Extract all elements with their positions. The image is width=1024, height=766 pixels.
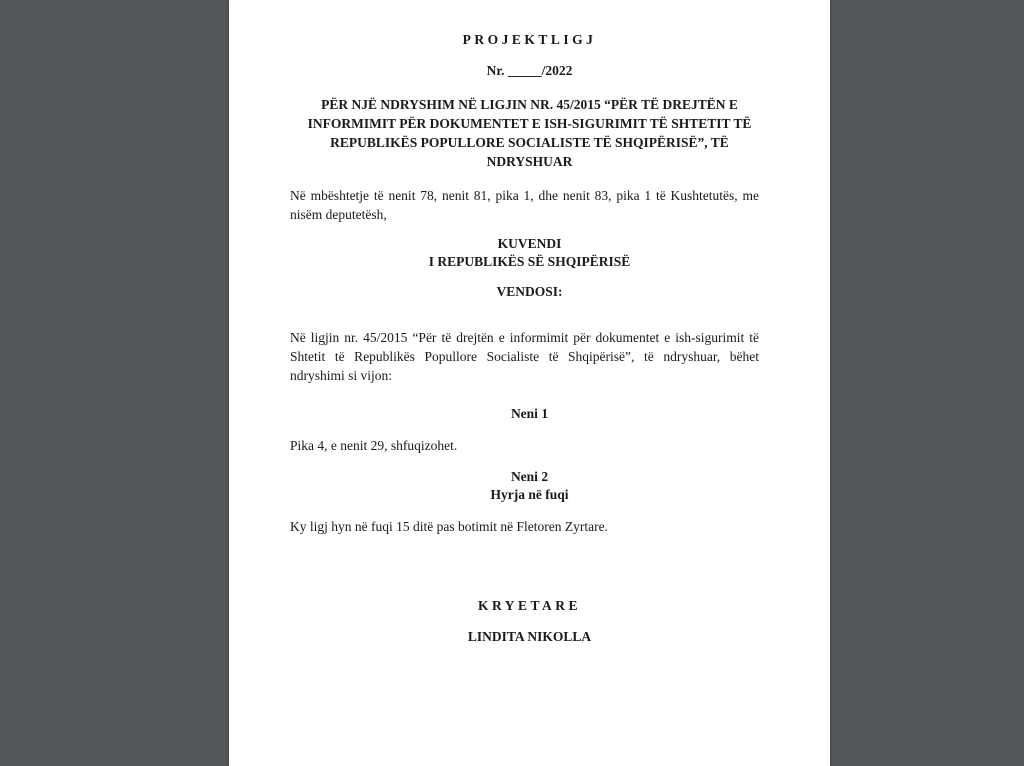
legal-basis-line: nisëm deputetësh, xyxy=(290,207,387,222)
legal-basis-line: Në mbështetje të nenit 78, nenit 81, pika 1, dhe nenit 83, pika 1 të Kushtetutës, me xyxy=(290,188,759,203)
bill-title-line: INFORMIMIT PËR DOKUMENTET E ISH-SIGURIMIT TË SHTETIT TË xyxy=(307,116,752,131)
article-2-subheading: Hyrja në fuqi xyxy=(490,487,569,502)
intro-line: Në ligjin nr. 45/2015 “Për të drejtën e informimit për dokumentet e ish-sigurimit të xyxy=(290,330,759,345)
assembly-block xyxy=(291,235,768,271)
intro-line: Shtetit të Republikës Popullore Socialiste të Shqipërisë”, të ndryshuar, bëhet xyxy=(290,349,759,364)
intro-paragraph xyxy=(290,328,759,385)
assembly-line: KUVENDI xyxy=(497,236,562,251)
bill-number: Nr. _____/2022 xyxy=(486,63,573,78)
decided-heading: VENDOSI: xyxy=(496,284,563,299)
article-1-text: Pika 4, e nenit 29, shfuqizohet. xyxy=(290,438,458,453)
signature-role: KRYETARE xyxy=(477,598,582,613)
assembly-line: I REPUBLIKËS SË SHQIPËRISË xyxy=(428,254,631,269)
bill-title xyxy=(291,95,768,171)
article-2-text: Ky ligj hyn në fuqi 15 ditë pas botimit në Fletoren Zyrtare. xyxy=(290,519,608,534)
document-heading: PROJEKTLIGJ xyxy=(462,32,597,47)
document-page xyxy=(229,0,830,766)
signature-name: LINDITA NIKOLLA xyxy=(467,629,592,644)
bill-title-line: NDRYSHUAR xyxy=(486,154,573,169)
intro-line: ndryshimi si vijon: xyxy=(290,368,393,383)
article-2-heading: Neni 2 xyxy=(510,469,549,484)
article-1-heading: Neni 1 xyxy=(510,406,549,421)
bill-title-line: PËR NJË NDRYSHIM NË LIGJIN NR. 45/2015 “PËR TË DREJTËN E xyxy=(321,97,738,112)
bill-title-line: REPUBLIKËS POPULLORE SOCIALISTE TË SHQIPËRISË”, TË xyxy=(330,135,729,150)
legal-basis-paragraph xyxy=(290,186,759,224)
